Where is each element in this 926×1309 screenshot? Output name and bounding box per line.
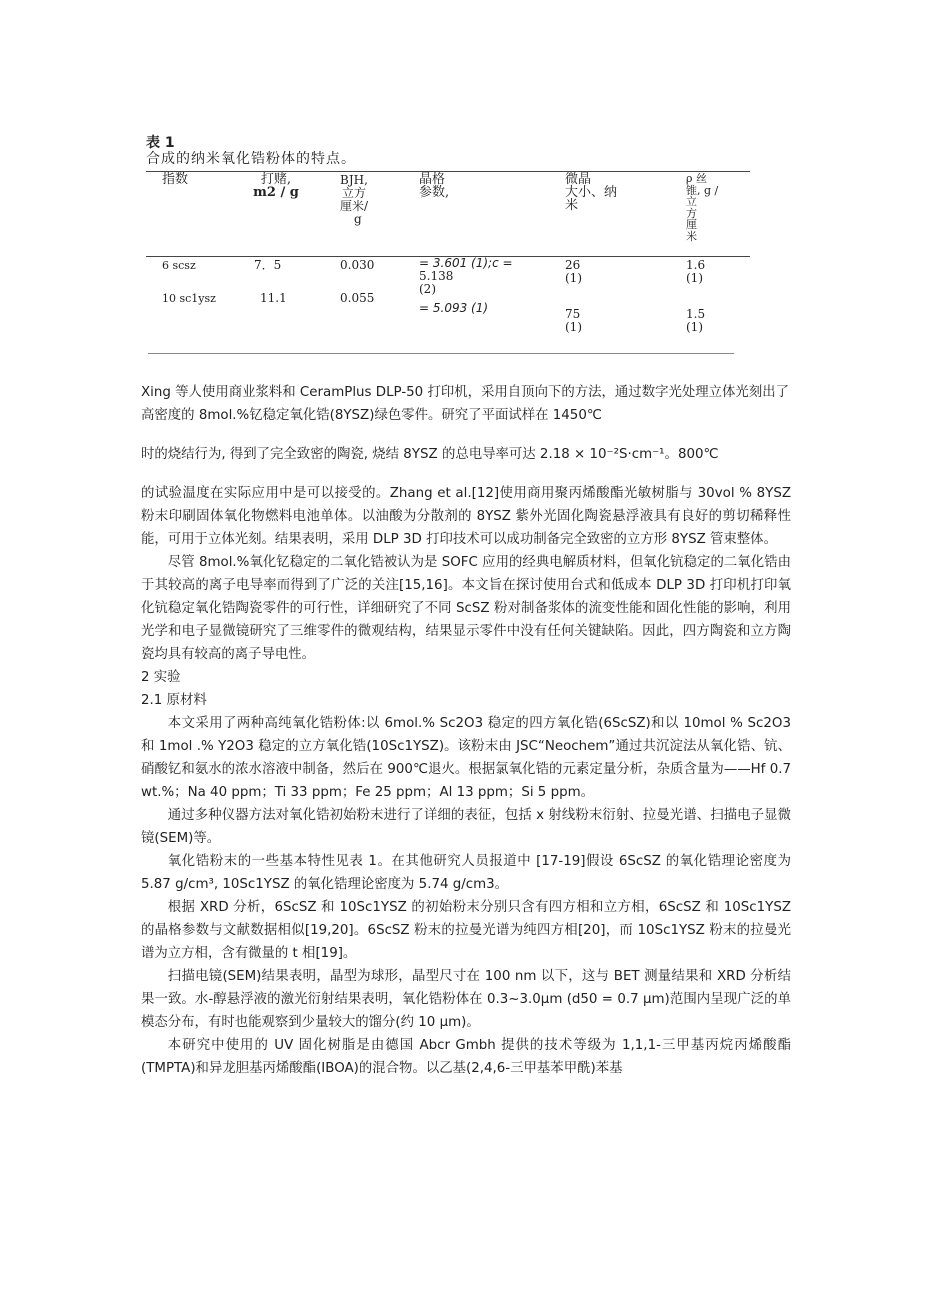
row1-lattice: = 3.601 (1);c = 5.138 (2)	[419, 256, 513, 296]
paragraph-7: 扫描电镜(SEM)结果表明，晶型为球形，晶型尺寸在 100 nm 以下，这与 BET 测量结果和 XRD 分析结果一致。水-醇悬浮液的激光衍射结果表明，氧化锆粉体在 0.3~3.0μm (d50 = 0.7 μm)范围内呈现广泛的单模态分布，有时也能观察到少量较大的馏分(约 10 μm)。	[141, 969, 791, 1030]
paragraph-3: 本文采用了两种高纯氧化锆粉体:以 6mol.% Sc2O3 稳定的四方氧化锆(6ScSZ)和以 10mol % Sc2O3 和 1mol .% Y2O3 稳定的立方氧化锆(10Sc1YSZ)。该粉末由 JSC“Neochem”通过共沉淀法从氧化锆、钪、硝酸钇和氨水的浓水溶液中制备，然后在 900℃退火。根据氯氧化锆的元素定量分析，杂质含量为——Hf 0.7 wt.%；Na 40 ppm；Ti 33 ppm；Fe 25 ppm；Al 13 ppm；Si 5 ppm。	[141, 716, 791, 800]
article-body	[141, 482, 791, 1080]
section-heading-2: 2 实验	[141, 670, 181, 685]
header-lattice: 晶格 参数,	[419, 172, 450, 200]
table-label: 表 1	[146, 135, 175, 151]
header-density: ρ 丝 锥, g / 立 方 厘 米	[686, 172, 719, 243]
row1-crystallite: 26 (1)	[565, 258, 582, 285]
paragraph-2: 尽管 8mol.%氧化钇稳定的二氧化锆被认为是 SOFC 应用的经典电解质材料，但氧化钪稳定的二氧化锆由于其较高的离子电导率而得到了广泛的关注[15,16]。本文旨在探讨使用台式和低成本 DLP 3D 打印机打印氧化钪稳定氧化锆陶瓷零件的可行性，详细研究了不同 ScSZ 粉对制备浆体的流变性能和固化性能的影响，利用光学和电子显微镜研究了三维零件的微观结构，结果显示零件中没有任何关键缺陷。因此，四方陶瓷和立方陶瓷均具有较高的离子导电性。	[141, 555, 791, 662]
row2-lattice: = 5.093 (1)	[419, 301, 489, 315]
paragraph-4: 通过多种仪器方法对氧化锆初始粉末进行了详细的表征，包括 x 射线粉末衍射、拉曼光谱、扫描电子显微镜(SEM)等。	[141, 808, 791, 846]
paragraph-1a: Xing 等人使用商业浆料和 CeramPlus DLP-50 打印机，采用自顶向下的方法，通过数字光处理立体光刻出了高密度的 8mol.%钇稳定氧化锆(8YSZ)绿色零件。研究了平面试样在 1450℃	[141, 385, 789, 423]
header-bet: 打赌, m2 / g	[253, 172, 299, 200]
row1-name: 6 scsz	[162, 259, 196, 272]
row1-bjh: 0.030	[340, 258, 375, 272]
header-crystallite: 微晶 大小、纳 米	[565, 172, 618, 213]
paragraph-5: 氧化锆粉末的一些基本特性见表 1。在其他研究人员报道中 [17-19]假设 6ScSZ 的氧化锆理论密度为 5.87 g/cm³, 10Sc1YSZ 的氧化锆理论密度为 5.74 g/cm3。	[141, 854, 791, 892]
table-title: 合成的纳米氧化锆粉体的特点。	[146, 151, 356, 167]
row2-density: 1.5 (1)	[686, 307, 706, 334]
header-bjh: BJH, 立方 厘米/ g	[340, 173, 369, 226]
paragraph-1c: 的试验温度在实际应用中是可以接受的。Zhang et al.[12]使用商用聚丙烯酸酯光敏树脂与 30vol % 8YSZ 粉末印刷固体氧化物燃料电池单体。以油酸为分散剂的 8YSZ 紫外光固化陶瓷悬浮液具有良好的剪切稀释性能，可用于立体光刻。结果表明，采用 DLP 3D 打印技术可以成功制备完全致密的立方形 8YSZ 管束整体。	[141, 486, 791, 547]
row1-bet: 7．5	[254, 258, 282, 272]
row2-name: 10 sc1ysz	[162, 292, 216, 305]
row1-density: 1.6 (1)	[686, 258, 706, 285]
section-heading-2-1: 2.1 原材料	[141, 693, 207, 708]
table-bottom-rule	[148, 353, 734, 354]
paragraph-6: 根据 XRD 分析，6ScSZ 和 10Sc1YSZ 的初始粉末分别只含有四方相和立方相，6ScSZ 和 10Sc1YSZ 的晶格参数与文献数据相似[19,20]。6ScSZ 粉末的拉曼光谱为纯四方相[20]，而 10Sc1YSZ 粉末的拉曼光谱为立方相，含有微量的 t 相[19]。	[141, 900, 791, 961]
row2-bet: 11.1	[260, 291, 287, 305]
paragraph-8: 本研究中使用的 UV 固化树脂是由德国 Abcr Gmbh 提供的技术等级为 1,1,1-三甲基丙烷丙烯酸酯(TMPTA)和异龙胆基丙烯酸酯(IBOA)的混合物。以乙基(2,4,6-三甲基苯甲酰)苯基	[141, 1038, 791, 1076]
table-top-rule	[146, 171, 750, 172]
paragraph-1b: 时的烧结行为, 得到了完全致密的陶瓷, 烧结 8YSZ 的总电导率可达 2.18 × 10⁻²S·cm⁻¹。800℃	[141, 447, 719, 462]
row2-bjh: 0.055	[340, 291, 375, 305]
header-index: 指数	[162, 172, 189, 187]
row2-crystallite: 75 (1)	[565, 307, 582, 334]
